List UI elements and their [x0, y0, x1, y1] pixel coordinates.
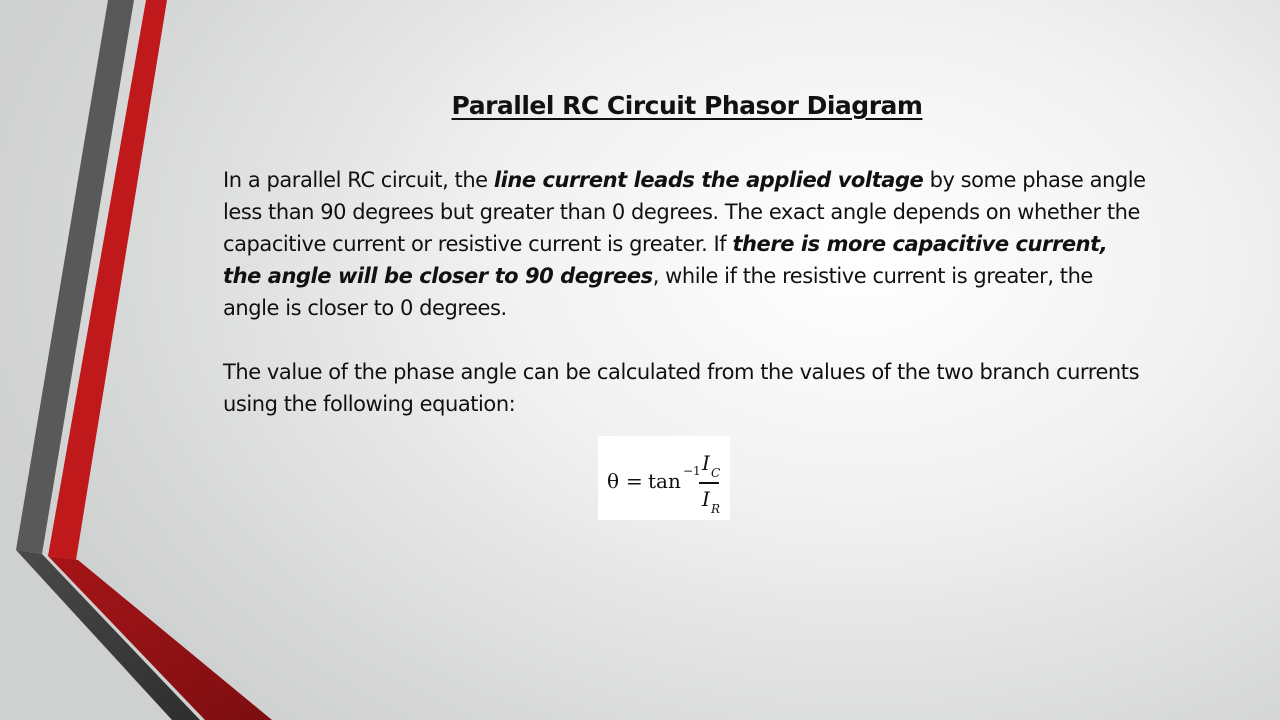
phase-angle-equation — [598, 436, 730, 520]
equation-denominator: I — [702, 487, 710, 511]
equation-function: tan — [648, 469, 681, 493]
emphasis-text: there is more capacitive current, the angle will be closer to 90 degrees — [223, 232, 1108, 288]
equation-fraction-bar — [699, 482, 719, 484]
paragraph-line-current — [223, 164, 1148, 324]
emphasis-text: line current leads the applied voltage — [493, 168, 924, 192]
equation-denominator-subscript: R — [711, 502, 721, 516]
equation-equals: = — [626, 469, 643, 493]
equation-numerator-subscript: C — [711, 466, 721, 480]
paragraph-phase-angle: The value of the phase angle can be calculated from the values of the two branch currents using the following equation: — [223, 360, 1140, 416]
gray-lower-stripe — [16, 550, 200, 720]
page-title: Parallel RC Circuit Phasor Diagram — [451, 91, 923, 120]
equation-exponent: −1 — [683, 464, 701, 478]
equation-theta: θ — [607, 469, 620, 493]
paragraph-text: , while if the resistive current is greater, the angle is closer to 0 degrees. — [223, 264, 1093, 320]
paragraph-text: by some phase angle less than 90 degrees but greater than 0 degrees. The exact angle depends on whether the capacitive current or resistive current is greater. If — [223, 168, 1146, 256]
paragraph-text: In a parallel RC circuit, the — [223, 168, 494, 192]
equation-numerator: I — [702, 451, 710, 475]
